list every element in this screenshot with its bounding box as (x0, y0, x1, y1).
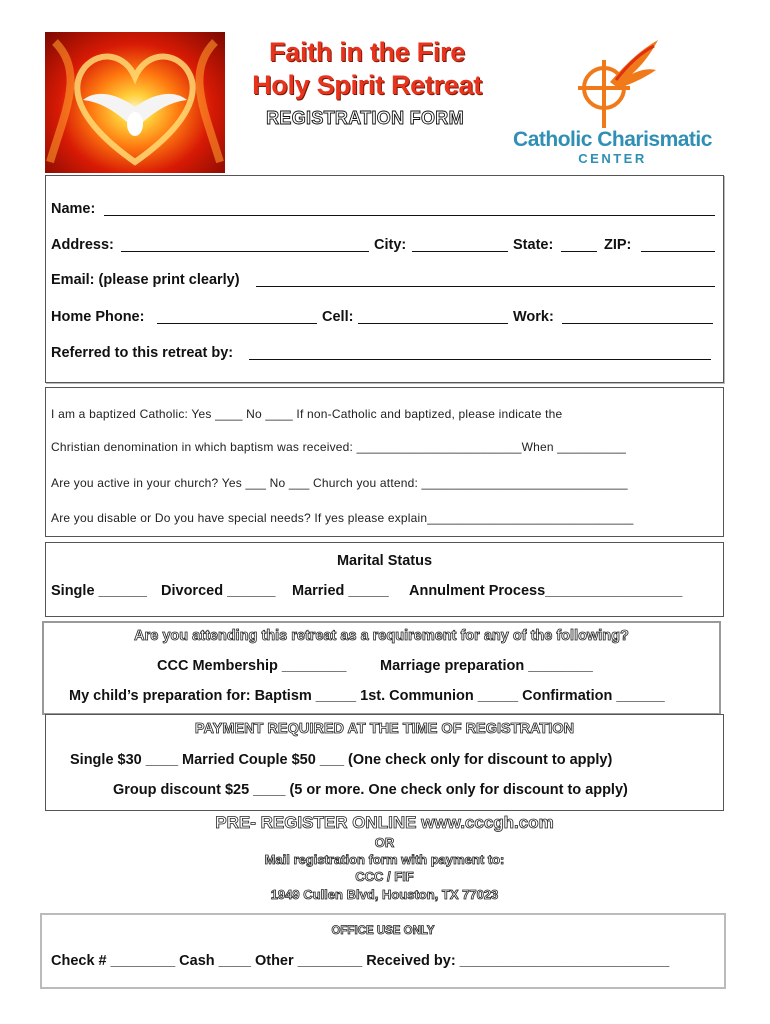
zip-label: ZIP: (604, 237, 632, 253)
marital-divorced[interactable]: Divorced ______ (161, 583, 276, 599)
name-field[interactable] (104, 201, 715, 216)
church-active-question: Are you active in your church? Yes ___ No ___ Church you attend: ______________________________ (51, 476, 628, 490)
referred-label: Referred to this retreat by: (51, 345, 234, 361)
address-label: Address: (51, 237, 114, 253)
special-needs-question: Are you disable or Do you have special needs? If yes please explain______________________________ (51, 511, 634, 525)
cell-field[interactable] (358, 309, 508, 324)
pre-register-online[interactable]: PRE- REGISTER ONLINE www.cccgh.com (215, 813, 554, 832)
zip-field[interactable] (641, 237, 715, 252)
referred-field[interactable] (249, 345, 711, 360)
marital-single[interactable]: Single ______ (51, 583, 147, 599)
or-text: OR (374, 835, 395, 850)
work-label: Work: (513, 309, 554, 325)
payment-single-couple[interactable]: Single $30 ____ Married Couple $50 ___ (One check only for discount to apply) (70, 752, 613, 768)
email-field[interactable] (256, 272, 715, 287)
payment-group[interactable]: Group discount $25 ____ (5 or more. One check only for discount to apply) (113, 782, 628, 798)
mail-recipient: CCC / FIF (355, 869, 414, 884)
payment-heading: PAYMENT REQUIRED AT THE TIME OF REGISTRATION (194, 721, 575, 737)
mail-instruction: Mail registration form with payment to: (264, 852, 505, 867)
name-label: Name: (51, 201, 96, 217)
city-label: City: (374, 237, 407, 253)
work-field[interactable] (562, 309, 713, 324)
retreat-title-line2: Holy Spirit Retreat (252, 70, 482, 100)
ccc-logo-sub: CENTER (578, 151, 647, 166)
registration-form-title: REGISTRATION FORM (266, 108, 464, 128)
child-preparation-options[interactable]: My child’s preparation for: Baptism _____ 1st. Communion _____ Confirmation ______ (69, 688, 665, 704)
marital-status-heading: Marital Status (336, 553, 433, 569)
marriage-preparation-option[interactable]: Marriage preparation ________ (380, 658, 593, 674)
marital-annulment[interactable]: Annulment Process_________________ (409, 583, 683, 599)
state-label: State: (513, 237, 554, 253)
ccc-logo-name: Catholic Charismatic (513, 128, 712, 151)
address-field[interactable] (121, 237, 369, 252)
home-phone-label: Home Phone: (51, 309, 145, 325)
office-use-fields[interactable]: Check # ________ Cash ____ Other ________ Received by: __________________________ (51, 953, 670, 969)
office-use-heading: OFFICE USE ONLY (331, 925, 435, 937)
ccc-dove-logo-icon (570, 30, 665, 130)
requirement-question: Are you attending this retreat as a requirement for any of the following? (134, 628, 629, 644)
email-label: Email: (please print clearly) (51, 272, 240, 288)
mail-address: 1949 Cullen Blvd, Houston, TX 77023 (270, 887, 499, 902)
state-field[interactable] (561, 237, 597, 252)
marital-married[interactable]: Married _____ (292, 583, 389, 599)
city-field[interactable] (412, 237, 508, 252)
cell-label: Cell: (322, 309, 354, 325)
home-phone-field[interactable] (157, 309, 317, 324)
baptized-question: I am a baptized Catholic: Yes ____ No ____ If non-Catholic and baptized, please indicate the (51, 407, 563, 421)
holy-spirit-fire-image (45, 32, 225, 173)
retreat-title-line1: Faith in the Fire (269, 37, 465, 67)
denomination-question: Christian denomination in which baptism was received: ________________________When __________ (51, 440, 627, 454)
ccc-membership-option[interactable]: CCC Membership ________ (157, 658, 347, 674)
